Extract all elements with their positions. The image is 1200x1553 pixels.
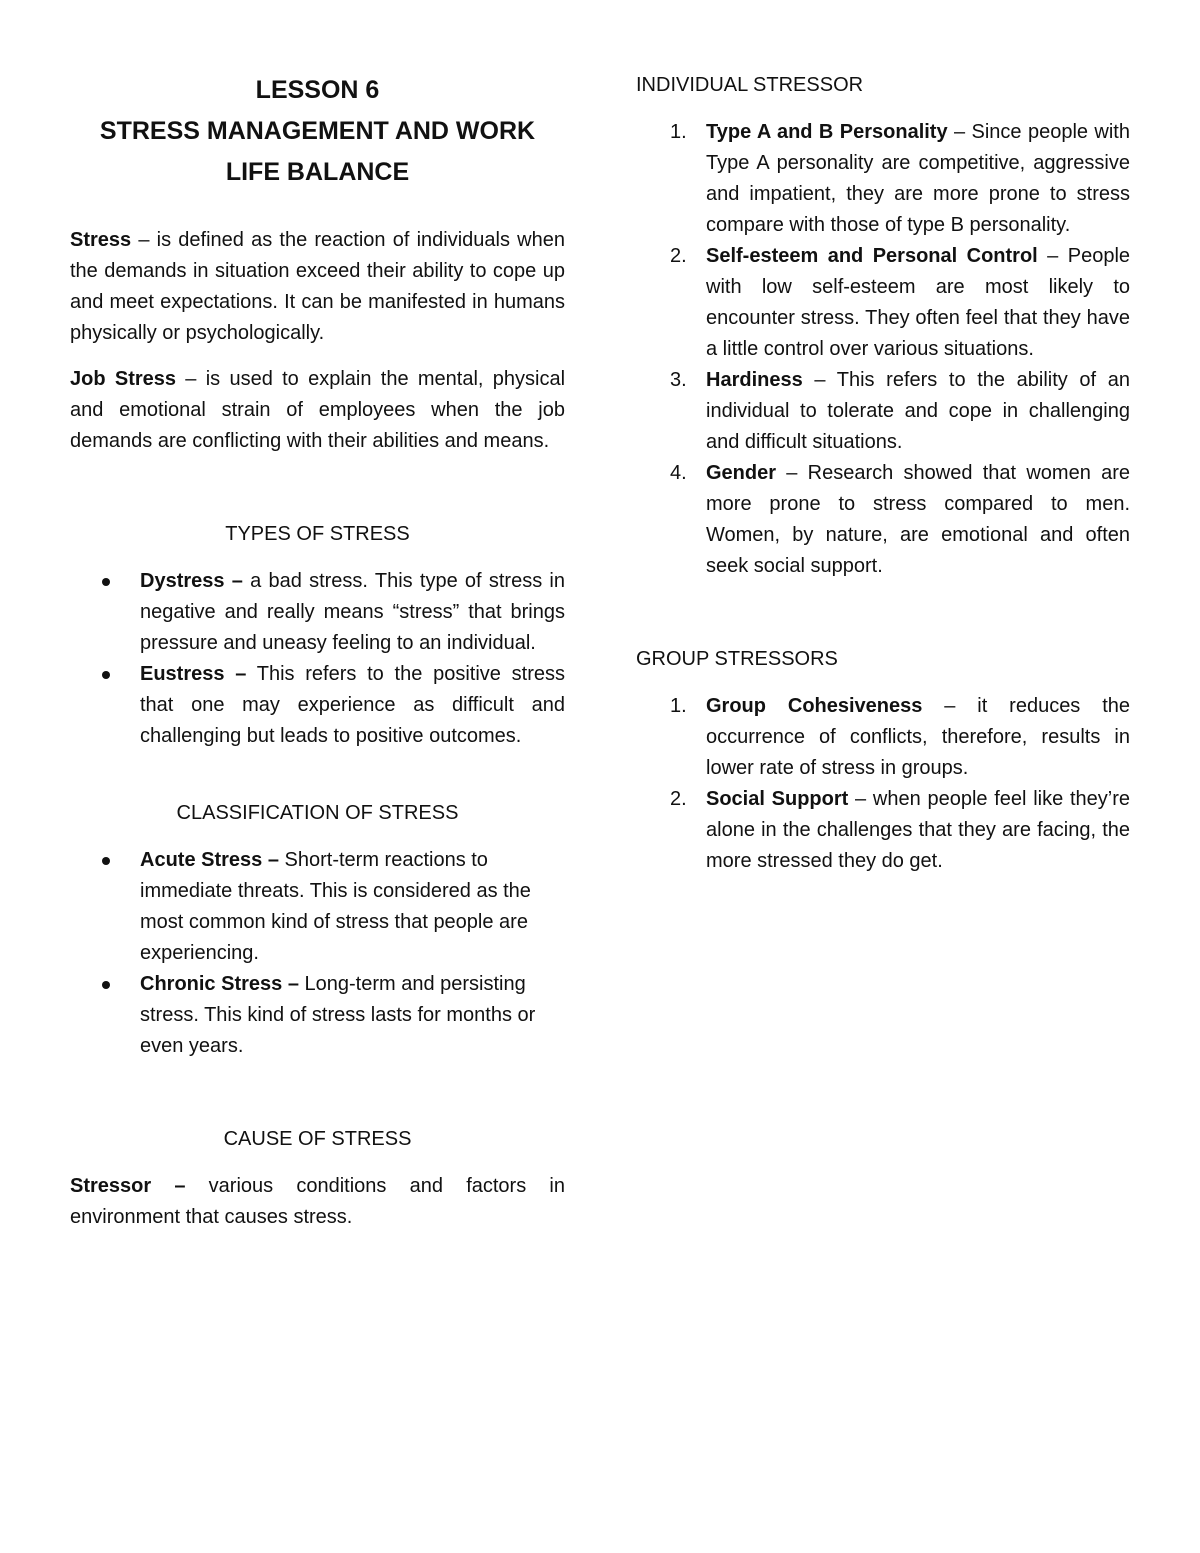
item-text: – it reduces the occurrence of conflicts, therefore, results in lower rate of stress in groups. [706,695,1130,779]
item-term: Type A and B Personality [706,121,948,143]
list-item [70,969,565,1062]
item-number: 3. [670,369,687,391]
item-term: Eustress – [140,663,247,685]
section-heading-individual: INDIVIDUAL STRESSOR [636,74,864,96]
definition-term: Job Stress [70,368,177,390]
list-item [636,241,1130,365]
section-heading-classification: CLASSIFICATION OF STRESS [176,802,459,824]
list-item [636,784,1130,877]
definition-term: Stressor – [70,1175,186,1197]
page-title [70,70,565,193]
types-list [70,566,565,752]
item-term: Chronic Stress – [140,973,299,995]
item-number: 1. [670,695,687,717]
bullet-icon [102,981,110,989]
list-item [70,845,565,969]
right-column [636,70,1130,877]
section-heading-cause: CAUSE OF STRESS [223,1128,412,1150]
item-term: Hardiness [706,369,803,391]
list-item [636,691,1130,784]
item-text: a bad stress. This type of stress in negative and really means “stress” that brings pressure and uneasy feeling to an individual. [140,570,565,654]
list-item [636,458,1130,582]
left-column [70,70,565,1233]
item-text: – Since people with Type A personality are competitive, aggressive and impatient, they are more prone to stress compare with those of type B personality. [706,121,1130,236]
list-item [70,659,565,752]
definition-stress [70,225,565,349]
definition-text: – is defined as the reaction of individuals when the demands in situation exceed their ability to cope up and meet expectations. It can be manifested in humans physically or psychologically. [70,229,565,344]
section-heading-group: GROUP STRESSORS [636,648,838,670]
bullet-icon [102,671,110,679]
definition-text: various conditions and factors in environment that causes stress. [70,1175,565,1228]
group-stressor-list [636,691,1130,877]
list-item [70,566,565,659]
item-term: Gender [706,462,777,484]
section-heading-types: TYPES OF STRESS [225,523,410,545]
item-term: Dystress – [140,570,243,592]
item-text: This refers to the positive stress that one may experience as difficult and challenging but leads to positive outcomes. [140,663,565,747]
individual-stressor-list [636,117,1130,582]
list-item [636,117,1130,241]
item-number: 1. [670,121,687,143]
definition-term: Stress [70,229,132,251]
item-text: – This refers to the ability of an individual to tolerate and cope in challenging and difficult situations. [706,369,1130,453]
definition-text: – is used to explain the mental, physical and emotional strain of employees when the job demands are conflicting with their abilities and means. [70,368,566,452]
item-term: Group Cohesiveness [706,695,923,717]
title-line-1: LESSON 6 [255,76,380,104]
item-text: – Research showed that women are more prone to stress compared to men. Women, by nature, are emotional and often seek social support. [706,462,1130,577]
classification-list [70,845,565,1062]
item-term: Acute Stress – [140,849,279,871]
item-number: 2. [670,788,687,810]
item-term: Self-esteem and Personal Control [706,245,1038,267]
item-number: 2. [670,245,687,267]
definition-job-stress [70,364,565,457]
item-text: Long-term and persisting stress. This kind of stress lasts for months or even years. [140,973,536,1057]
title-line-2: STRESS MANAGEMENT AND WORK [99,117,536,145]
item-text: – People with low self-esteem are most likely to encounter stress. They often feel that they have a little control over various situations. [706,245,1131,360]
item-number: 4. [670,462,687,484]
title-line-3: LIFE BALANCE [225,158,410,186]
item-text: Short-term reactions to immediate threats. This is considered as the most common kind of stress that people are experiencing. [140,849,531,964]
item-term: Social Support [706,788,849,810]
list-item [636,365,1130,458]
item-text: – when people feel like they’re alone in the challenges that they are facing, the more stressed they do get. [706,788,1131,872]
bullet-icon [102,857,110,865]
bullet-icon [102,578,110,586]
definition-stressor [70,1171,565,1233]
